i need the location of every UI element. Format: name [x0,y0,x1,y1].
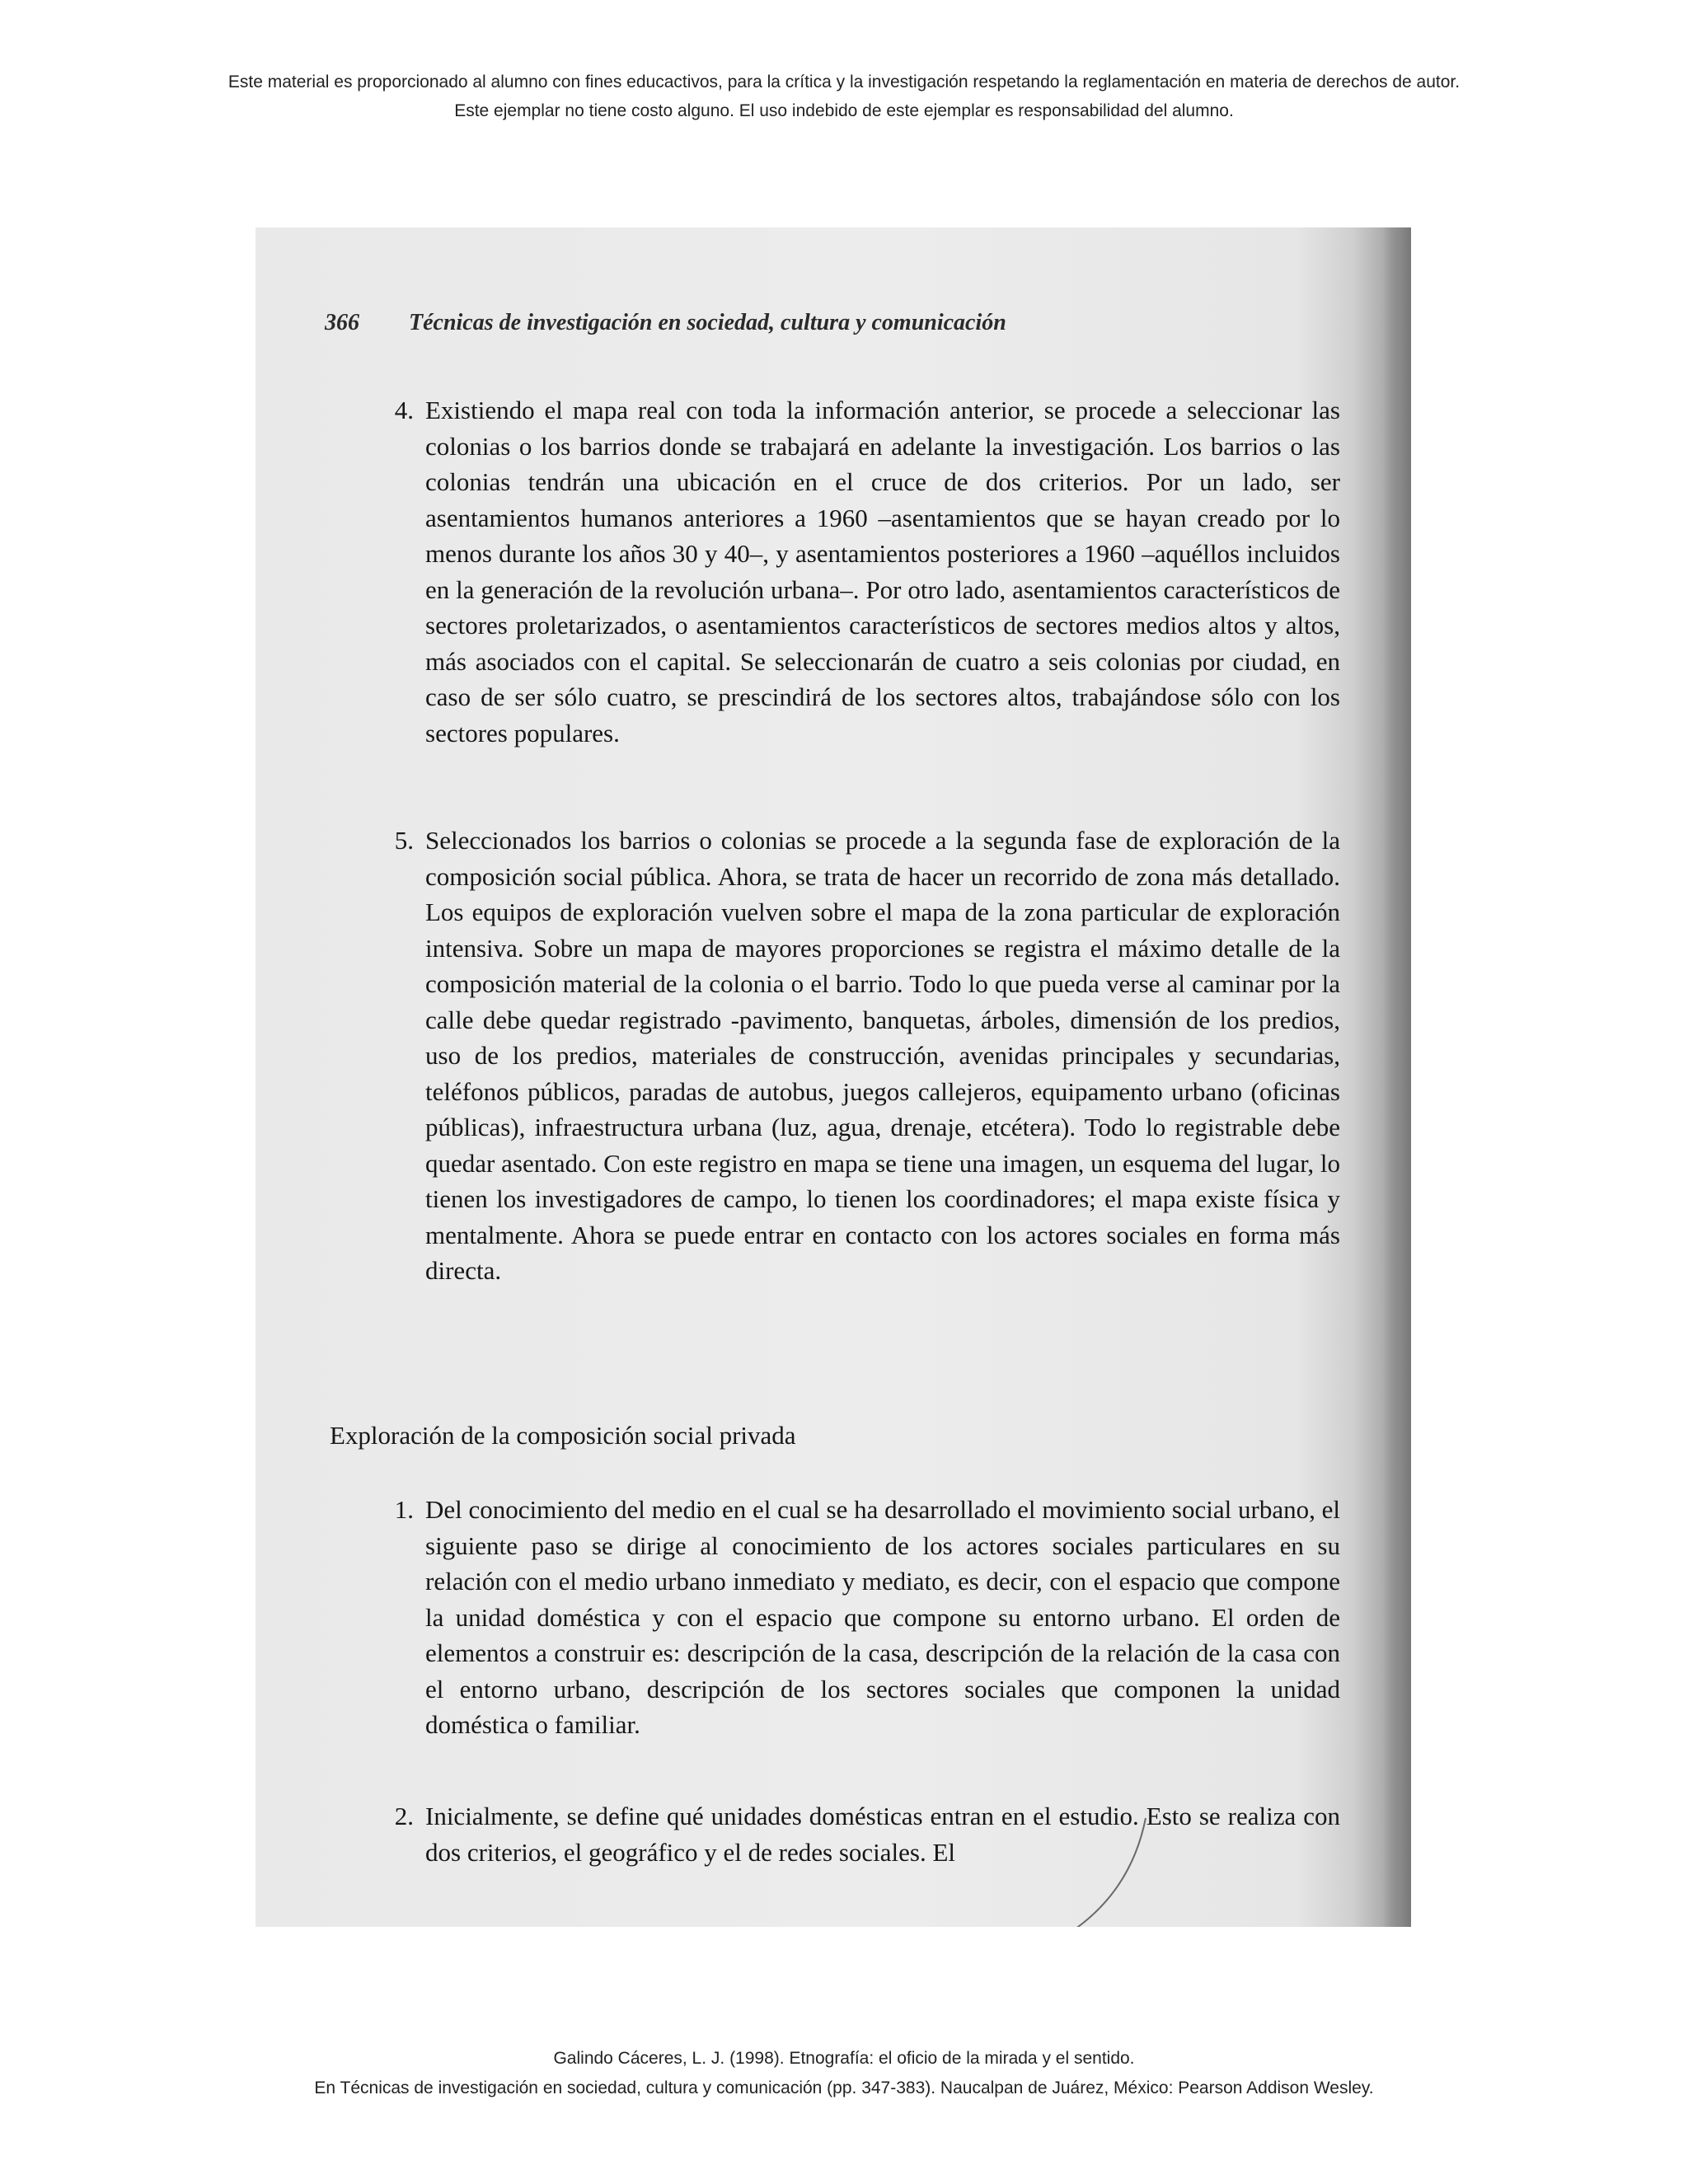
copyright-notice-line-1: Este material es proporcionado al alumno con fines educactivos, para la crítica y la investigación respetando la reglamentación en materia de derechos de autor. [227,73,1461,91]
page-number: 366 [325,310,359,335]
copyright-notice-line-2: Este ejemplar no tiene costo alguno. El uso indebido de este ejemplar es responsabilidad del alumno. [454,101,1234,120]
list-item-text: Del conocimiento del medio en el cual se ha desarrollado el movimiento social urbano, el siguiente paso se dirige al conocimiento de los actores sociales particulares en su relación con el medio urbano inmediato y mediato, es decir, con el espacio que compone la unidad doméstica y con el espacio que compone su entorno urbano. El orden de elementos a construir es: descripción de la casa, descripción de la relación de la casa con el entorno urbano, descripción de los sectores sociales que componen la unidad doméstica o familiar. [425,1495,1340,1739]
citation-line-2: En Técnicas de investigación en sociedad, cultura y comunicación (pp. 347-383). Naucalpan de Juárez, México: Pearson Addison Wesley. [314,2079,1374,2097]
running-title: Técnicas de investigación en sociedad, cultura y comunicación [409,310,1006,335]
list-item-number: 4. [394,396,414,424]
pen-stroke-path [1055,1818,1146,1927]
citation-line-1: Galindo Cáceres, L. J. (1998). Etnografía: el oficio de la mirada y el sentido. [553,2049,1135,2068]
scanned-page [256,227,1411,1927]
list-item-text: Existiendo el mapa real con toda la información anterior, se procede a seleccionar las colonias o los barrios donde se trabajará en adelante la investigación. Los barrios o las colonias tendrán una ubicación en el cruce de dos criterios. Por un lado, ser asentamientos humanos anteriores a 1960 –asentamientos que se hayan creado por lo menos durante los años 30 y 40–, y asentamientos posteriores a 1960 –aquéllos incluidos en la generación de la revolución urbana–. Por otro lado, asentamientos característicos de sectores proletarizados, o asentamientos característicos de sectores medios altos y altos, más asociados con el capital. Se seleccionarán de cuatro a seis colonias por ciudad, en caso de ser sólo cuatro, se prescindirá de los sectores altos, trabajándose sólo con los sectores populares. [425,396,1340,748]
list-item-number: 5. [394,826,414,855]
list-item-number: 2. [394,1802,414,1830]
pen-stroke-mark [256,227,1411,1927]
list-item-text: Seleccionados los barrios o colonias se procede a la segunda fase de exploración de la composición social pública. Ahora, se trata de hacer un recorrido de zona más detallado. Los equipos de exploración vuelven sobre el mapa de la zona particular de exploración intensiva. Sobre un mapa de mayores proporciones se registra el máximo detalle de la composición material de la colonia o el barrio. Todo lo que pueda verse al caminar por la calle debe quedar registrado -pavimento, banquetas, árboles, dimensión de los predios, uso de los predios, materiales de construcción, avenidas principales y secundarias, teléfonos públicos, paradas de autobus, juegos callejeros, equipamento urbano (oficinas públicas), infraestructura urbana (luz, agua, drenaje, etcétera). Todo lo registrable debe quedar asentado. Con este registro en mapa se tiene una imagen, un esquema del lugar, lo tienen los investigadores de campo, lo tienen los coordinadores; el mapa existe física y mentalmente. Ahora se puede entrar en contacto con los actores sociales en forma más directa. [425,826,1340,1285]
section-heading: Exploración de la composición social privada [330,1421,796,1450]
list-item-text: Inicialmente, se define qué unidades domésticas entran en el estudio. Esto se realiza con dos criterios, el geográfico y el de redes sociales. El [425,1802,1340,1867]
list-item-number: 1. [394,1495,414,1524]
